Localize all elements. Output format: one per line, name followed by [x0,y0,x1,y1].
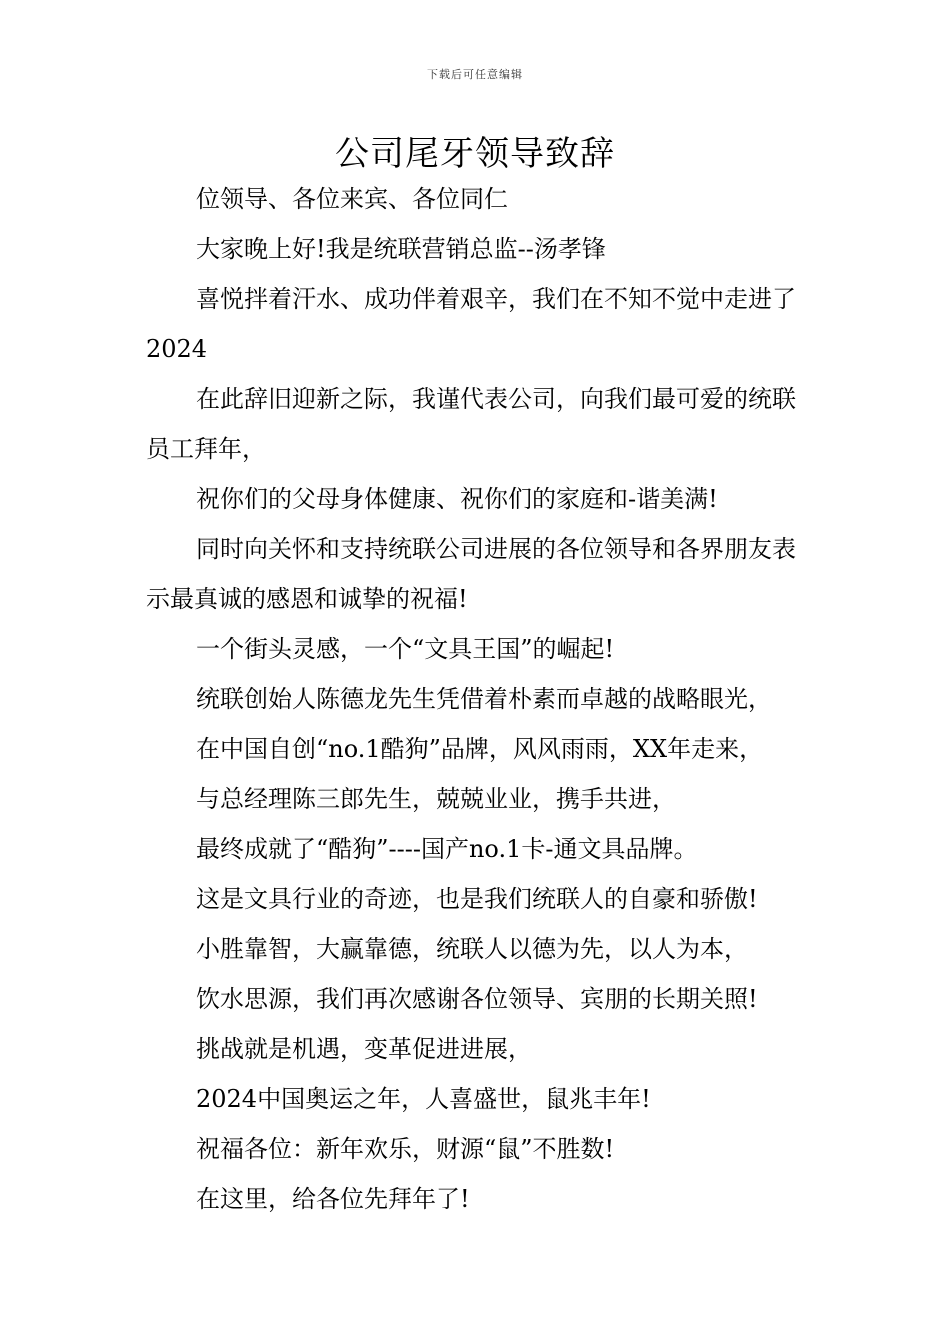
paragraph: 祝你们的父母身体健康、祝你们的家庭和-谐美满! [196,485,718,513]
header-note: 下载后可任意编辑 [427,68,523,81]
paragraph: 喜悦拌着汗水、成功伴着艰辛，我们在不知不觉中走进了2024 [146,285,796,363]
document-title: 公司尾牙领导致辞 [335,134,615,174]
paragraph: 饮水思源，我们再次感谢各位领导、宾朋的长期关照! [196,985,758,1013]
paragraph: 同时向关怀和支持统联公司进展的各位领导和各界朋友表示最真诚的感恩和诚挚的祝福! [146,535,796,613]
paragraph: 在中国自创“no.1酷狗”品牌，风风雨雨，XX年走来， [196,735,764,763]
paragraph: 在这里，给各位先拜年了! [196,1185,470,1213]
paragraph: 挑战就是机遇，变革促进进展， [196,1035,532,1063]
paragraph: 这是文具行业的奇迹，也是我们统联人的自豪和骄傲! [196,885,758,913]
paragraph: 最终成就了“酷狗”----国产no.1卡-通文具品牌。 [196,835,698,863]
paragraph: 统联创始人陈德龙先生凭借着朴素而卓越的战略眼光， [196,685,772,713]
paragraph: 位领导、各位来宾、各位同仁 [196,185,508,213]
paragraph: 与总经理陈三郎先生，兢兢业业，携手共进， [196,785,676,813]
paragraph: 2024中国奥运之年，人喜盛世，鼠兆丰年! [196,1085,651,1113]
paragraph: 大家晚上好!我是统联营销总监--汤孝锋 [196,235,606,263]
paragraph: 一个街头灵感，一个“文具王国”的崛起! [196,635,615,663]
paragraph: 祝福各位：新年欢乐，财源“鼠”不胜数! [196,1135,615,1163]
document-body [146,174,810,1224]
paragraph: 小胜靠智，大赢靠德，统联人以德为先，以人为本， [196,935,748,963]
paragraph: 在此辞旧迎新之际，我谨代表公司，向我们最可爱的统联员工拜年， [146,385,796,463]
